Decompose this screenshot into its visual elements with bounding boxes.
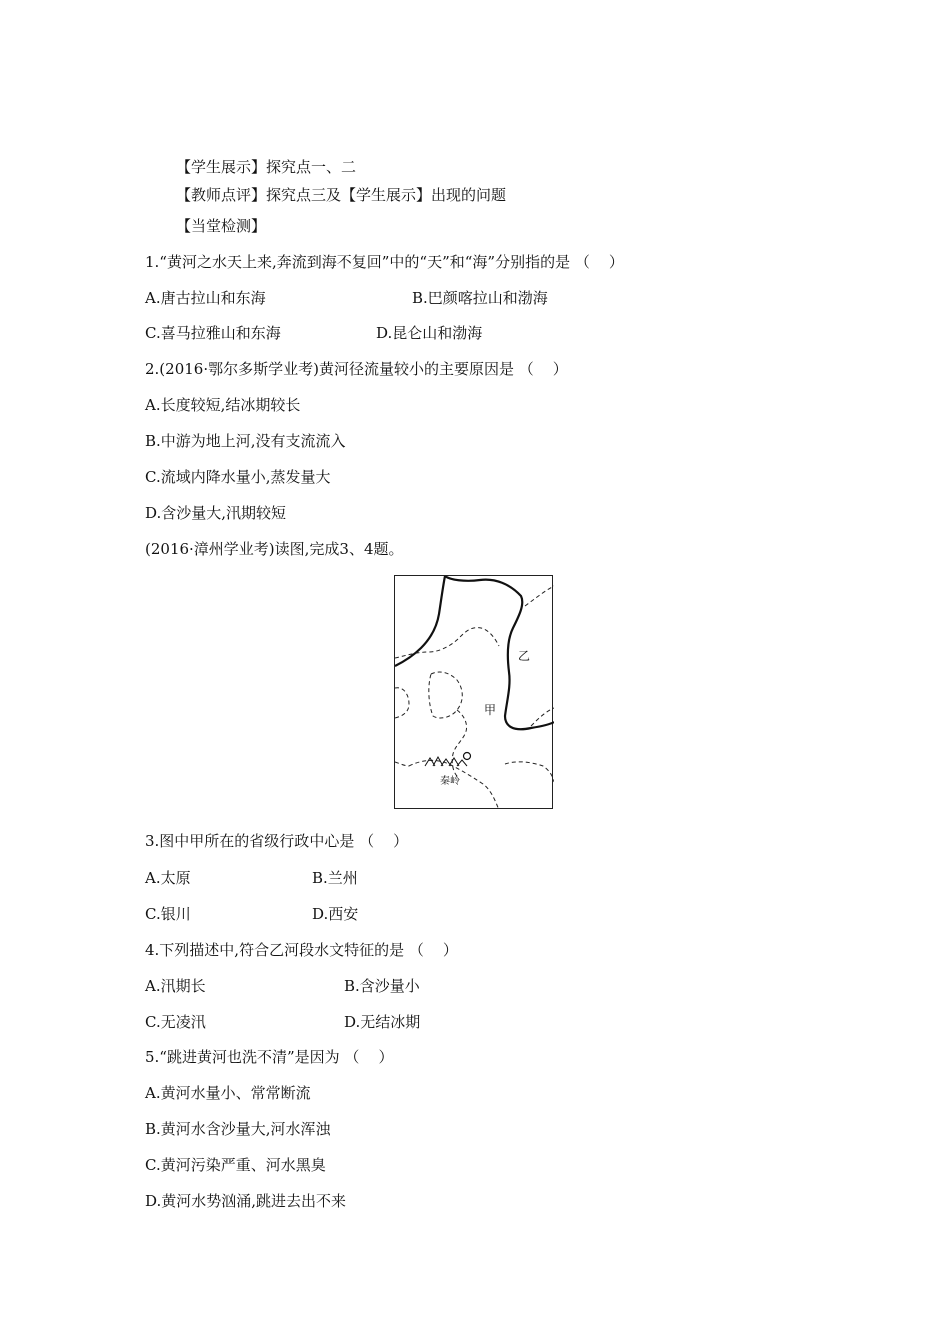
question-4-stem: 4.下列描述中,符合乙河段水文特征的是 （ ） — [145, 941, 458, 959]
city-marker-icon — [464, 753, 471, 760]
boundary-dashed-4 — [452, 710, 466, 776]
map-drawing — [395, 576, 554, 810]
map-figure — [394, 575, 553, 809]
boundary-dashed-1 — [395, 628, 499, 658]
question-4-option-d: D.无结冰期 — [344, 1013, 421, 1031]
question-5-option-d: D.黄河水势汹涌,跳进去出不来 — [145, 1192, 347, 1210]
boundary-dashed-9 — [395, 762, 409, 766]
question-5-option-a: A.黄河水量小、常常断流 — [145, 1084, 311, 1102]
questions-3-4-intro: (2016·漳州学业考)读图,完成3、4题。 — [145, 540, 404, 558]
question-3-option-c: C.银川 — [145, 905, 191, 923]
boundary-dashed-2 — [429, 672, 462, 718]
question-3-option-d: D.西安 — [312, 905, 359, 923]
question-2-option-b: B.中游为地上河,没有支流流入 — [145, 432, 346, 450]
question-5-option-b: B.黄河水含沙量大,河水浑浊 — [145, 1120, 331, 1138]
boundary-dashed-6 — [505, 762, 554, 782]
question-1-option-d: D.昆仑山和渤海 — [376, 324, 483, 342]
qinling-mountains-icon — [425, 757, 467, 766]
boundary-dashed-7 — [525, 586, 554, 606]
header-student-show: 【学生展示】探究点一、二 — [176, 158, 357, 176]
question-5-option-c: C.黄河污染严重、河水黑臭 — [145, 1156, 326, 1174]
question-2-option-a: A.长度较短,结冰期较长 — [145, 396, 301, 414]
header-class-test: 【当堂检测】 — [176, 217, 267, 235]
map-label-jia: 甲 — [484, 703, 497, 717]
question-3-option-a: A.太原 — [145, 869, 191, 887]
question-1-option-c: C.喜马拉雅山和东海 — [145, 324, 281, 342]
question-3-stem: 3.图中甲所在的省级行政中心是 （ ） — [145, 832, 409, 850]
question-4-option-c: C.无凌汛 — [145, 1013, 206, 1031]
question-2-option-d: D.含沙量大,汛期较短 — [145, 504, 287, 522]
question-3-option-b: B.兰州 — [312, 869, 358, 887]
boundary-dashed-3 — [395, 688, 409, 718]
question-1-option-b: B.巴颜喀拉山和渤海 — [412, 289, 548, 307]
question-2-option-c: C.流域内降水量小,蒸发量大 — [145, 468, 331, 486]
question-1-option-a: A.唐古拉山和东海 — [145, 289, 266, 307]
question-2-stem: 2.(2016·鄂尔多斯学业考)黄河径流量较小的主要原因是 （ ） — [145, 360, 568, 378]
question-4-option-b: B.含沙量小 — [344, 977, 420, 995]
header-teacher-review: 【教师点评】探究点三及【学生展示】出现的问题 — [176, 186, 507, 204]
question-5-stem: 5.“跳进黄河也洗不清”是因为 （ ） — [145, 1048, 394, 1066]
question-1-stem: 1.“黄河之水天上来,奔流到海不复回”中的“天”和“海”分别指的是 （ ） — [145, 253, 624, 271]
question-4-option-a: A.汛期长 — [145, 977, 206, 995]
map-label-yi: 乙 — [518, 649, 531, 663]
map-label-qinling: 秦岭 — [440, 776, 460, 787]
